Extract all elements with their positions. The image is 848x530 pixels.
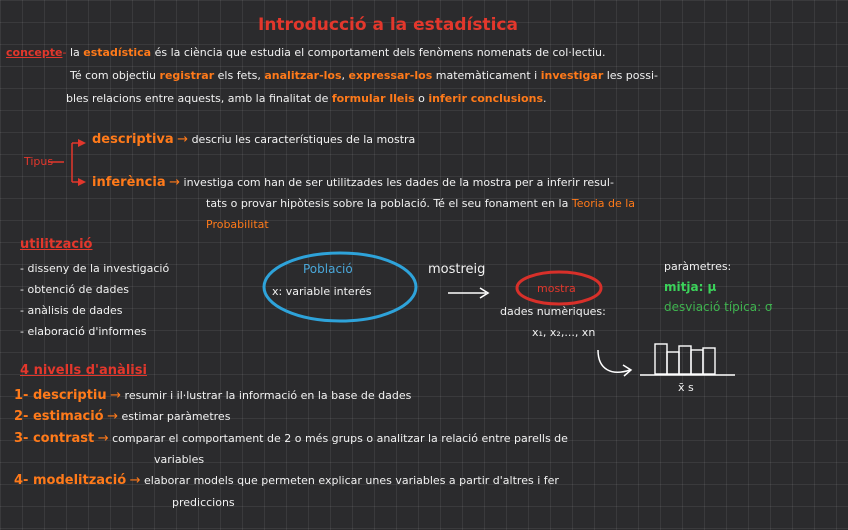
intro-text: . bbox=[543, 92, 547, 105]
tipus-bracket bbox=[48, 143, 82, 182]
intro-text: , bbox=[341, 69, 349, 82]
nivell-label: 4- modelització bbox=[14, 473, 127, 488]
bracket-arrow-icon bbox=[78, 178, 86, 186]
inferencia-line-3: Probabilitat bbox=[206, 218, 269, 231]
intro-text: la bbox=[69, 46, 84, 59]
arrow-icon: → bbox=[169, 175, 181, 190]
mitja-label: mitja: μ bbox=[664, 280, 717, 294]
nivell-text: comparar el comportament de 2 o més grups o analitzar la relació entre parells de bbox=[112, 432, 568, 445]
nivell-2-row bbox=[14, 410, 230, 424]
dades-label: dades numèriques: bbox=[500, 305, 606, 318]
utilitzacio-item: - obtenció de dades bbox=[20, 283, 130, 296]
keyword: investigar bbox=[540, 69, 604, 82]
nivell-text: resumir i il·lustrar la informació en la base de dades bbox=[124, 389, 412, 402]
intro-text: és la ciència que estudia el comportament dels fenòmens nomenats de col·lectiu. bbox=[151, 46, 606, 59]
intro-text: els fets, bbox=[214, 69, 265, 82]
keyword: registrar bbox=[159, 69, 215, 82]
nivell-text: elaborar models que permeten explicar unes variables a partir d'altres i fer bbox=[144, 474, 559, 487]
intro-text: bles relacions entre aquests, amb la finalitat de bbox=[66, 92, 332, 105]
nivell-4-line-2: prediccions bbox=[172, 496, 235, 509]
keyword: inferir conclusions bbox=[428, 92, 543, 105]
desviacio-label: desviació típica: σ bbox=[664, 300, 773, 314]
keyword: analitzar-los bbox=[264, 69, 342, 82]
arrow-icon: → bbox=[107, 409, 119, 424]
intro-text: matemàticament i bbox=[432, 69, 541, 82]
mostreig-label: mostreig bbox=[428, 262, 486, 277]
intro-text: Té com objectiu bbox=[70, 69, 160, 82]
arrow-icon: → bbox=[97, 431, 109, 446]
dades-values: x₁, x₂,..., xn bbox=[532, 326, 596, 339]
inferencia-label: inferència bbox=[92, 175, 166, 190]
nivell-text: estimar paràmetres bbox=[121, 410, 231, 423]
nivell-3-line-2: variables bbox=[154, 453, 205, 466]
intro-text: o bbox=[414, 92, 429, 105]
descriptiva-text: descriu les característiques de la mostra bbox=[191, 133, 416, 146]
nivell-1-row bbox=[14, 389, 411, 403]
nivell-4-row bbox=[14, 474, 559, 488]
histogram-icon bbox=[640, 344, 735, 375]
bracket-arrow-icon bbox=[78, 139, 86, 147]
tipus-label: Tipus bbox=[24, 155, 54, 168]
keyword: formular lleis bbox=[331, 92, 415, 105]
keyword: expressar-los bbox=[348, 69, 433, 82]
utilitzacio-item: - anàlisis de dades bbox=[20, 304, 123, 317]
mostra-label: mostra bbox=[537, 282, 576, 295]
parametres-label: paràmetres: bbox=[664, 260, 732, 273]
arrow-icon: → bbox=[110, 388, 122, 403]
utilitzacio-item: - elaboració d'informes bbox=[20, 325, 147, 338]
poblacio-label: Població bbox=[303, 262, 353, 276]
nivell-label: 1- descriptiu bbox=[14, 388, 107, 403]
variable-label: x: variable interés bbox=[272, 285, 372, 298]
nivell-label: 2- estimació bbox=[14, 409, 104, 424]
utilitzacio-item: - disseny de la investigació bbox=[20, 262, 170, 275]
utilitzacio-heading: utilització bbox=[20, 237, 93, 252]
arrow-icon: → bbox=[129, 473, 141, 488]
stats-label: x̄ s bbox=[678, 381, 694, 394]
arrow-icon: → bbox=[177, 132, 189, 147]
keyword: estadística bbox=[83, 46, 152, 59]
concepte-label: concepte bbox=[6, 46, 63, 59]
nivell-label: 3- contrast bbox=[14, 431, 95, 446]
nivells-heading: 4 nivells d'anàlisi bbox=[20, 363, 147, 378]
descriptiva-label: descriptiva bbox=[92, 132, 174, 147]
keyword: Teoria de la bbox=[571, 197, 636, 210]
page-title: Introducció a la estadística bbox=[258, 15, 518, 35]
intro-text: les possi- bbox=[603, 69, 658, 82]
nivell-3-row bbox=[14, 432, 568, 446]
inferencia-text: tats o provar hipòtesis sobre la població. Té el seu fonament en la bbox=[206, 197, 572, 210]
curved-arrow-icon bbox=[598, 350, 630, 372]
inferencia-text: investiga com han de ser utilitzades les dades de la mostra per a inferir resul- bbox=[183, 176, 614, 189]
dash: - bbox=[62, 46, 70, 59]
